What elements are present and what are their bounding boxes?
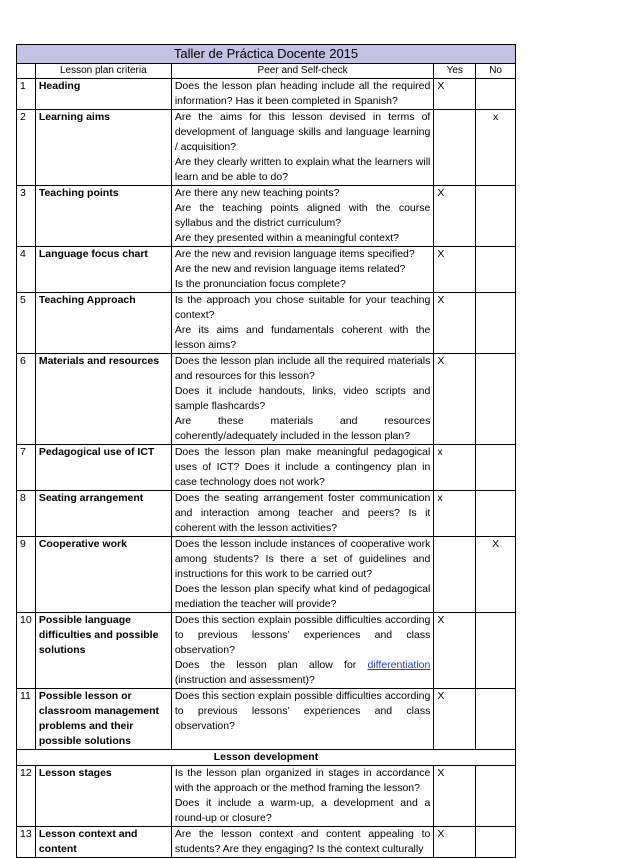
table-row <box>17 537 516 613</box>
row-criterion: Pedagogical use of ICT <box>35 445 171 491</box>
row-questions <box>171 613 434 689</box>
question-text: Does this section explain possible difficulties according to previous lessons’ experiences and class observation? <box>174 614 431 656</box>
row-questions <box>171 689 434 750</box>
no-mark <box>476 186 516 247</box>
row-criterion: Seating arrangement <box>35 491 171 537</box>
lesson-plan-checklist-table <box>16 44 516 858</box>
question-text: Does the lesson plan heading include all the required information? Has it been completed in Spanish? <box>174 80 431 107</box>
row-questions <box>171 491 434 537</box>
row-questions <box>171 110 434 186</box>
row-number: 1 <box>17 79 36 110</box>
question-text: Does the lesson plan make meaningful pedagogical uses of ICT? Does it include a contingency plan in case technology does not work? <box>174 446 431 488</box>
header-check: Peer and Self-check <box>171 64 434 79</box>
row-criterion: Lesson context and content <box>35 827 171 858</box>
question-text: Does it include handouts, links, video scripts and sample flashcards? <box>174 385 431 412</box>
yes-mark: X <box>434 613 476 689</box>
row-number: 3 <box>17 186 36 247</box>
question-text: Does the lesson plan include all the required materials and resources for this lesson? <box>174 355 431 382</box>
yes-mark <box>434 110 476 186</box>
header-no: No <box>476 64 516 79</box>
row-number: 4 <box>17 247 36 293</box>
yes-mark: X <box>434 827 476 858</box>
title-row <box>17 45 516 64</box>
row-criterion: Possible language difficulties and possible solutions <box>35 613 171 689</box>
question-text: Does it include a warm-up, a development and a round-up or closure? <box>174 797 431 824</box>
table-row <box>17 293 516 354</box>
row-questions <box>171 293 434 354</box>
yes-mark: x <box>434 491 476 537</box>
yes-mark <box>434 537 476 613</box>
row-number: 5 <box>17 293 36 354</box>
question-text: Are these materials and resources coherently/adequately included in the lesson plan? <box>174 415 431 442</box>
row-criterion: Teaching Approach <box>35 293 171 354</box>
row-criterion: Cooperative work <box>35 537 171 613</box>
row-questions <box>171 354 434 445</box>
question-text: Are they clearly written to explain what the learners will learn and be able to do? <box>174 156 431 183</box>
no-mark <box>476 491 516 537</box>
question-text: Are the lesson context and content appealing to students? Are they engaging? Is the context culturally <box>174 828 431 855</box>
yes-mark: X <box>434 766 476 827</box>
no-mark: x <box>476 110 516 186</box>
row-number: 7 <box>17 445 36 491</box>
yes-mark: X <box>434 293 476 354</box>
no-mark <box>476 247 516 293</box>
table-row <box>17 110 516 186</box>
question-text: Are there any new teaching points? <box>174 187 340 199</box>
row-criterion: Possible lesson or classroom management problems and their possible solutions <box>35 689 171 750</box>
row-criterion: Language focus chart <box>35 247 171 293</box>
question-text: Does this section explain possible difficulties according to previous lessons’ experiences and class observation? <box>174 690 431 732</box>
question-text: Is the approach you chose suitable for your teaching context? <box>174 294 431 321</box>
table-title: Taller de Práctica Docente 2015 <box>17 45 516 64</box>
table-row <box>17 247 516 293</box>
row-questions <box>171 827 434 858</box>
row-questions <box>171 537 434 613</box>
yes-mark: X <box>434 689 476 750</box>
row-criterion: Heading <box>35 79 171 110</box>
table-row <box>17 689 516 750</box>
header-number <box>17 64 36 79</box>
row-questions <box>171 247 434 293</box>
checklist-body <box>17 45 516 858</box>
yes-mark: x <box>434 445 476 491</box>
no-mark <box>476 766 516 827</box>
table-row <box>17 766 516 827</box>
no-mark <box>476 354 516 445</box>
question-text: Is the pronunciation focus complete? <box>174 278 346 290</box>
row-criterion: Teaching points <box>35 186 171 247</box>
table-row <box>17 354 516 445</box>
row-criterion: Lesson stages <box>35 766 171 827</box>
row-questions <box>171 445 434 491</box>
question-text: Are they presented within a meaningful context? <box>174 232 399 244</box>
question-text: Are the new and revision language items related? <box>174 263 406 275</box>
row-number: 10 <box>17 613 36 689</box>
row-criterion: Materials and resources <box>35 354 171 445</box>
section-heading: Lesson development <box>17 750 516 766</box>
question-text-part: Does the lesson plan allow for <box>174 659 368 671</box>
row-number: 2 <box>17 110 36 186</box>
header-row <box>17 64 516 79</box>
row-number: 13 <box>17 827 36 858</box>
no-mark <box>476 445 516 491</box>
question-text: Are the teaching points aligned with the course syllabus and the district curriculum? <box>174 202 431 229</box>
no-mark <box>476 293 516 354</box>
no-mark <box>476 689 516 750</box>
table-row <box>17 491 516 537</box>
no-mark: X <box>476 537 516 613</box>
row-number: 6 <box>17 354 36 445</box>
table-row <box>17 186 516 247</box>
table-row <box>17 79 516 110</box>
row-questions <box>171 766 434 827</box>
row-number: 11 <box>17 689 36 750</box>
row-criterion: Learning aims <box>35 110 171 186</box>
table-row <box>17 827 516 858</box>
no-mark <box>476 79 516 110</box>
yes-mark: X <box>434 186 476 247</box>
yes-mark: X <box>434 354 476 445</box>
table-row <box>17 613 516 689</box>
differentiation-link[interactable]: differentiation <box>367 659 431 671</box>
header-criteria: Lesson plan criteria <box>35 64 171 79</box>
question-text: Is the lesson plan organized in stages in accordance with the approach or the method framing the lesson? <box>174 767 431 794</box>
no-mark <box>476 613 516 689</box>
question-text: Are its aims and fundamentals coherent with the lesson aims? <box>174 324 431 351</box>
section-row <box>17 750 516 766</box>
row-questions <box>171 186 434 247</box>
row-number: 9 <box>17 537 36 613</box>
question-text: Does the lesson plan specify what kind of pedagogical mediation the teacher will provide? <box>174 583 431 610</box>
question-text: Are the aims for this lesson devised in terms of development of language skills and language learning / acquisition? <box>174 111 431 153</box>
row-number: 12 <box>17 766 36 827</box>
yes-mark: X <box>434 247 476 293</box>
no-mark <box>476 827 516 858</box>
question-text <box>175 658 431 688</box>
question-text: Are the new and revision language items specified? <box>174 248 415 260</box>
yes-mark: X <box>434 79 476 110</box>
question-text-part: (instruction and assessment)? <box>174 674 315 686</box>
row-questions <box>171 79 434 110</box>
question-text: Does the seating arrangement foster communication and interaction among teacher and peers? Is it coherent with the lesson activities? <box>174 492 431 534</box>
table-row <box>17 445 516 491</box>
question-text: Does the lesson include instances of cooperative work among students? Is there a set of guidelines and instructions for this work to be carried out? <box>174 538 431 580</box>
row-number: 8 <box>17 491 36 537</box>
header-yes: Yes <box>434 64 476 79</box>
